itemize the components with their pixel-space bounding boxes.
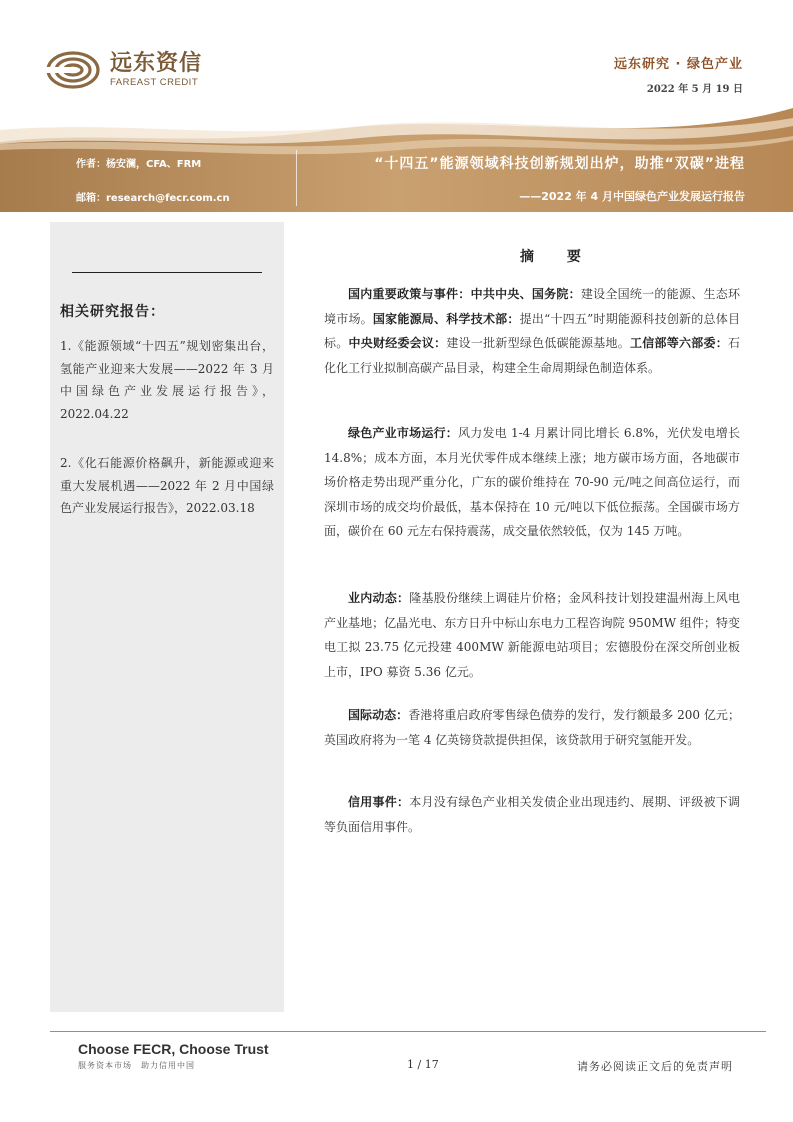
footer-tagline: 服务资本市场 助力信用中国 xyxy=(78,1061,195,1070)
section-text: 本月没有绿色产业相关发债企业出现违约、展期、评级被下调等负面信用事件。 xyxy=(324,795,740,834)
section-label: 业内动态： xyxy=(348,591,410,605)
policy-text: 提出“十四五”时期能源科技创新的总体目标。 xyxy=(324,311,740,350)
author-email[interactable]: 邮箱：research@fecr.com.cn xyxy=(76,193,230,204)
section-industry-news xyxy=(324,586,740,684)
sidebar-panel xyxy=(50,222,284,1012)
policy-text: 石化化工行业拟制高碳产品目录，构建全生命周期绿色制造体系。 xyxy=(324,336,740,375)
related-report-item[interactable]: 1.《能源领域“十四五”规划密集出台，氢能产业迎来大发展——2022 年 3 月中国绿色产业发展运行报告》，2022.04.22 xyxy=(60,339,274,421)
policy-text: 建设全国统一的能源、生态环境市场。 xyxy=(324,287,740,326)
logo-english-name: FAREAST CREDIT xyxy=(110,77,199,88)
logo-chinese-name: 远东资信 xyxy=(110,51,203,76)
section-text: 香港将重启政府零售绿色债券的发行，发行额最多 200 亿元；英国政府将为一笔 4 亿英镑贷款提供担保，该贷款用于研究氢能开发。 xyxy=(324,708,740,747)
related-reports-heading: 相关研究报告： xyxy=(60,304,165,320)
section-domestic-policy xyxy=(324,282,740,380)
disclaimer-note: 请务必阅读正文后的免责声明 xyxy=(577,1060,733,1073)
fareast-logo-icon xyxy=(46,50,100,90)
page-number: 1 / 17 xyxy=(407,1058,439,1071)
section-label: 国内重要政策与事件： xyxy=(348,287,471,301)
policy-source: 中央财经委会议： xyxy=(348,336,447,350)
footer-slogan: Choose FECR, Choose Trust xyxy=(78,1041,269,1057)
section-text: 隆基股份继续上调硅片价格；金风科技计划投建温州海上风电产业基地；亿晶光电、东方日升中标山东电力工程咨询院 950MW 组件；特变电工拟 23.75 亿元投建 400MW 新能源电站项目；宏德股份在深交所创业板上市，IPO 募资 5.36 亿元。 xyxy=(324,591,740,679)
company-logo xyxy=(46,50,202,90)
abstract-title: 摘 要 xyxy=(520,249,595,265)
author-info: 作者：杨安澜，CFA、FRM xyxy=(76,159,202,170)
policy-source: 中共中央、国务院： xyxy=(470,287,581,301)
banner-divider xyxy=(296,150,297,206)
section-international-news xyxy=(324,703,740,752)
report-series: 远东研究 · 绿色产业 xyxy=(614,57,743,72)
related-report-item[interactable]: 2.《化石能源价格飙升，新能源或迎来重大发展机遇——2022 年 2 月中国绿色产业发展运行报告》，2022.03.18 xyxy=(60,456,274,515)
section-market-operation xyxy=(324,421,740,544)
policy-source: 工信部等六部委： xyxy=(630,336,728,350)
section-label: 国际动态： xyxy=(348,708,409,722)
sidebar-divider xyxy=(72,272,262,273)
report-subtitle: ——2022 年 4 月中国绿色产业发展运行报告 xyxy=(519,190,745,203)
section-text: 风力发电 1-4 月累计同比增长 6.8%，光伏发电增长 14.8%；成本方面，本月光伏零件成本继续上涨；地方碳市场方面，各地碳市场价格走势出现严重分化，广东的碳价维持在 70-90 元/吨之间高位运行，而深圳市场的成交均价最低，基本保持在 10 元/吨以下低位振荡。全国碳市场方面，碳价在 60 元左右保持震荡，成交量依然较低，仅为 145 万吨。 xyxy=(324,426,740,538)
section-label: 信用事件： xyxy=(348,795,410,809)
section-label: 绿色产业市场运行： xyxy=(348,426,459,440)
footer-divider xyxy=(50,1031,766,1032)
policy-text: 建设一批新型绿色低碳能源基地。 xyxy=(446,336,631,350)
section-credit-events xyxy=(324,790,740,839)
report-date: 2022 年 5 月 19 日 xyxy=(646,84,743,95)
report-title: “十四五”能源领域科技创新规划出炉，助推“双碳”进程 xyxy=(374,156,745,172)
policy-source: 国家能源局、科学技术部： xyxy=(372,311,520,326)
